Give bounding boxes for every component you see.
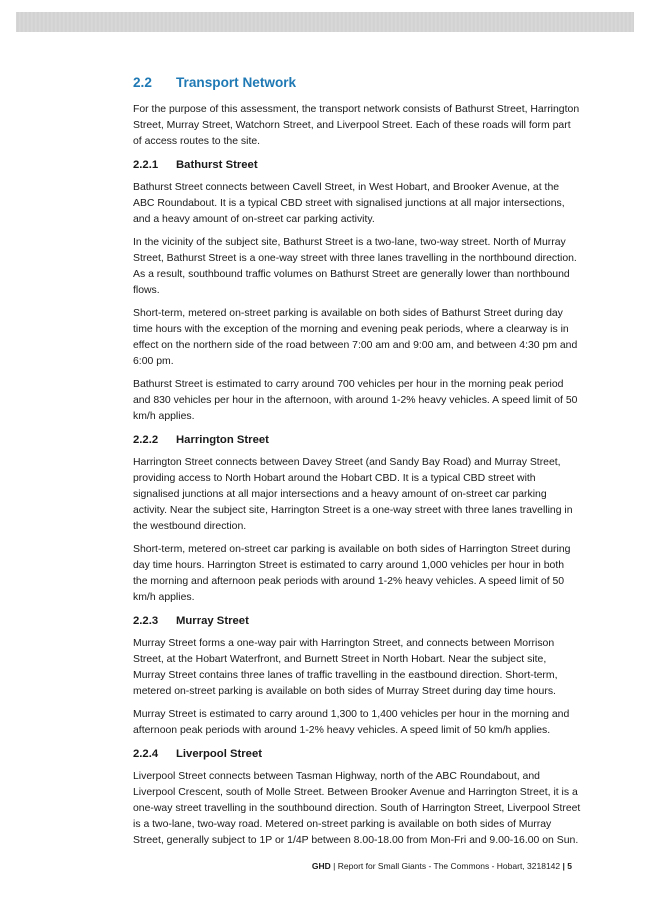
paragraph: Bathurst Street connects between Cavell Street, in West Hobart, and Brooker Avenue, at the ABC Roundabout. It is a typical CBD street with signalised junctions at all major intersections, and a heavy amount of on-street car parking activity. [133,182,565,225]
subsection-heading-harrington [133,434,581,446]
document-body [133,75,581,856]
footer-report: Report for Small Giants - The Commons - Hobart, 3218142 [337,861,561,871]
section-title: Transport Network [176,75,297,90]
footer-brand: GHD [311,861,331,871]
subsection-title: Harrington Street [176,434,269,446]
section-heading [133,75,581,90]
section-intro: For the purpose of this assessment, the transport network consists of Bathurst Street, Harrington Street, Murray Street, Watchorn Street, and Liverpool Street. Each of these roads will form part of access routes to the site. [133,104,580,147]
paragraph: Bathurst Street is estimated to carry around 700 vehicles per hour in the morning peak period and 830 vehicles per hour in the afternoon, with around 1-2% heavy vehicles. A speed limit of 50 km/h applies. [133,379,578,422]
subsection-heading-murray [133,615,581,627]
page-header-band [16,12,634,32]
subsection-heading-bathurst [133,159,581,171]
paragraph: In the vicinity of the subject site, Bathurst Street is a two-lane, two-way street. North of Murray Street, Bathurst Street is a one-way street with three lanes travelling in the northbound direction. As a result, southbound traffic volumes on Bathurst Street are generally lower than northbound flows. [133,237,577,296]
footer-separator: | [562,861,565,871]
paragraph: Murray Street forms a one-way pair with Harrington Street, and connects between Morrison Street, at the Hobart Waterfront, and Burnett Street in North Hobart. Near the subject site, Murray Street contains three lanes of traffic travelling in the eastbound direction. Short-term, metered on-street parking is available on both sides of Murray Street during day time hours. [133,638,558,697]
page-number: 5 [567,861,572,871]
subsection-number: 2.2.3 [133,615,159,627]
subsection-title: Bathurst Street [176,159,258,171]
paragraph: Murray Street is estimated to carry around 1,300 to 1,400 vehicles per hour in the morning and afternoon peak periods with around 1-2% heavy vehicles. A speed limit of 50 km/h applies. [133,709,570,736]
footer-separator: | [333,861,336,871]
paragraph: Short-term, metered on-street parking is available on both sides of Bathurst Street during day time hours with the exception of the morning and evening peak periods, where a clearway is in effect on the northern side of the road between 7:00 am and 9:00 am, and between 4:30 pm and 6:00 pm. [133,308,578,367]
subsection-title: Murray Street [176,615,249,627]
subsection-heading-liverpool [133,748,581,760]
paragraph: Liverpool Street connects between Tasman Highway, north of the ABC Roundabout, and Liverpool Crescent, south of Molle Street. Between Brooker Avenue and Harrington Street, it is a one-way street travelling in the southbound direction. South of Harrington Street, Liverpool Street is a two-lane, two-way road. Metered on-street parking is available on both sides of Murray Street, generally subject to 1P or 1/4P between 8.00-18.00 from Mon-Fri and 9.00-16.00 on Sun. [133,771,581,846]
section-number: 2.2 [133,75,152,90]
subsection-number: 2.2.2 [133,434,159,446]
subsection-number: 2.2.1 [133,159,159,171]
page-footer [300,861,572,871]
subsection-number: 2.2.4 [133,748,159,760]
paragraph: Short-term, metered on-street car parking is available on both sides of Harrington Street during day time hours. Harrington Street is estimated to carry around 1,000 vehicles per hour in both the morning and afternoon peak periods with around 1-2% heavy vehicles. A speed limit of 50 km/h applies. [133,544,571,603]
subsection-title: Liverpool Street [176,748,263,760]
paragraph: Harrington Street connects between Davey Street (and Sandy Bay Road) and Murray Street, providing access to North Hobart around the Hobart CBD. It is a typical CBD street with signalised junctions at all major intersections and a heavy amount of on-street car parking activity. Near the subject site, Harrington Street is a one-way street with three lanes travelling in the westbound direction. [133,457,573,532]
